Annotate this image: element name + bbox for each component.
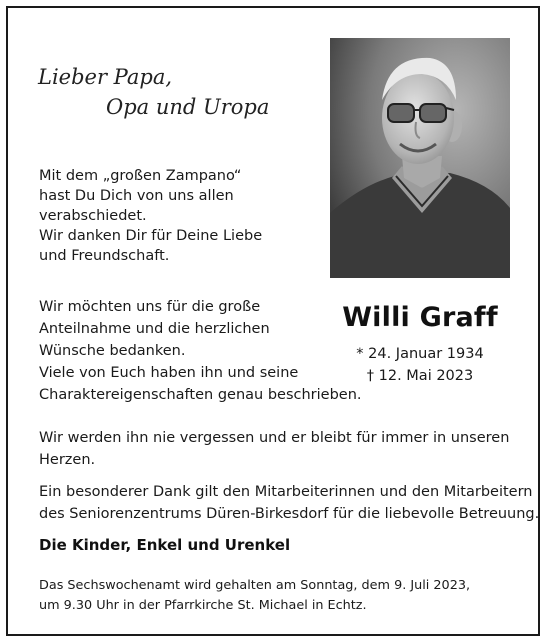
mass-notice <box>39 576 470 616</box>
thanks-line: Wünsche bedanken. <box>39 343 186 359</box>
paragraph-line: Wir werden ihn nie vergessen und er bleibt für immer in unseren <box>39 430 510 446</box>
salutation <box>38 62 269 122</box>
verse-line: hast Du Dich von uns allen <box>39 188 234 204</box>
verse <box>39 166 262 266</box>
thanks-line: Viele von Euch haben ihn und seine <box>39 365 299 381</box>
thanks-line: Anteilnahme und die herzlichen <box>39 321 270 337</box>
salutation-line-2: Opa und Uropa <box>106 95 270 119</box>
death-date: † 12. Mai 2023 <box>366 368 474 384</box>
salutation-line-1: Lieber Papa, <box>38 65 173 89</box>
paragraph-line: des Seniorenzentrums Düren-Birkesdorf für die liebevolle Betreuung. <box>39 506 540 522</box>
gratitude-paragraph <box>39 481 539 525</box>
thanks-text <box>39 296 362 406</box>
thanks-line: Wir möchten uns für die große <box>39 299 261 315</box>
notice-line: um 9.30 Uhr in der Pfarrkirche St. Michael in Echtz. <box>39 598 367 613</box>
notice-line: Das Sechswochenamt wird gehalten am Sonntag, dem 9. Juli 2023, <box>39 578 471 593</box>
thanks-line: Charaktereigenschaften genau beschrieben. <box>39 387 362 403</box>
paragraph-line: Ein besonderer Dank gilt den Mitarbeiterinnen und den Mitarbeitern <box>39 484 533 500</box>
family-signature: Die Kinder, Enkel und Urenkel <box>39 536 291 554</box>
verse-line: Mit dem „großen Zampano“ <box>39 168 242 184</box>
obituary-card <box>6 6 540 636</box>
portrait-illustration <box>330 38 510 278</box>
verse-line: und Freundschaft. <box>39 248 170 264</box>
verse-line: verabschiedet. <box>39 208 147 224</box>
portrait-photo <box>330 38 510 278</box>
paragraph-line: Herzen. <box>39 452 96 468</box>
verse-line: Wir danken Dir für Deine Liebe <box>39 228 263 244</box>
deceased-name: Willi Graff <box>342 302 498 333</box>
remembrance-paragraph <box>39 427 509 471</box>
birth-date: * 24. Januar 1934 <box>356 346 484 362</box>
life-dates <box>330 343 510 387</box>
